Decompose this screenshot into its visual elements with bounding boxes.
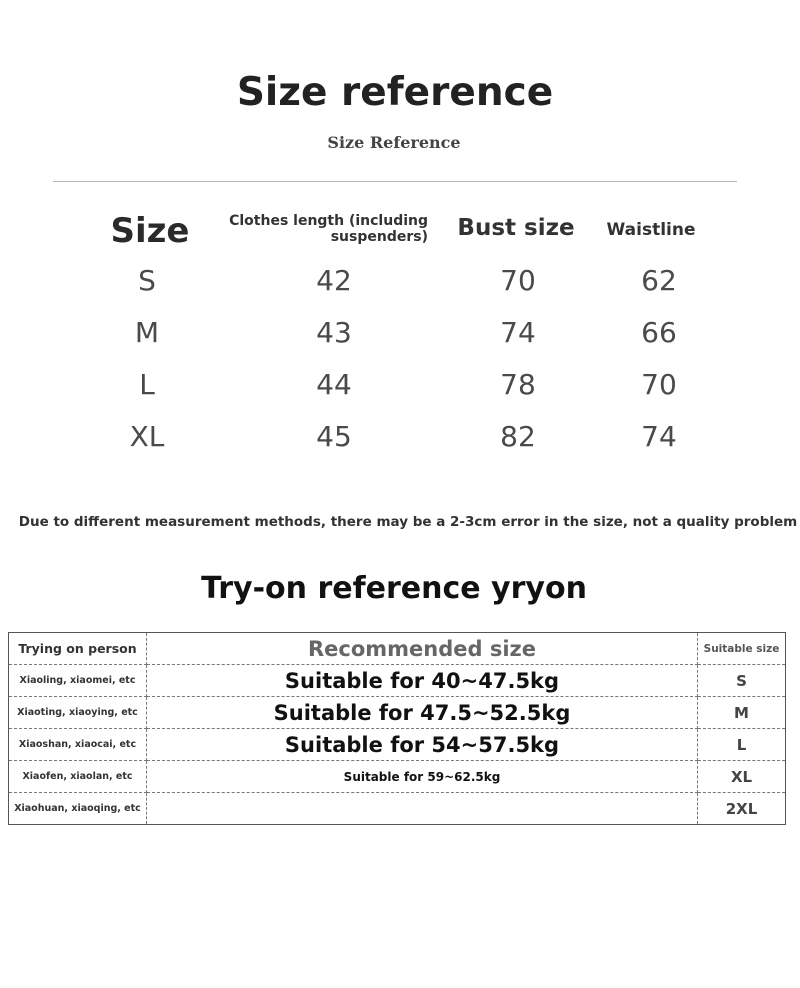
size-cell: L: [139, 368, 155, 401]
length-cell: 45: [316, 420, 352, 453]
size-row: [0, 264, 800, 304]
waist-cell: 66: [641, 316, 677, 349]
person-cell: Xiaoling, xiaomei, etc: [9, 665, 147, 697]
header-clothes-length: [228, 213, 428, 245]
suitable-size-cell: M: [698, 697, 786, 729]
measurement-note: Due to different measurement methods, there may be a 2-3cm error in the size, not a quality problem: [18, 514, 798, 530]
size-cell: M: [134, 316, 160, 349]
waist-cell: 74: [641, 420, 677, 453]
tryon-title: Try-on reference yryon: [201, 571, 587, 606]
bust-cell: 78: [500, 368, 536, 401]
header-trying-on-person: Trying on person: [9, 633, 147, 665]
waist-cell: 62: [641, 264, 677, 297]
person-cell: Xiaohuan, xiaoqing, etc: [9, 793, 147, 825]
size-cell: XL: [129, 420, 165, 453]
recommended-cell: [147, 793, 698, 825]
tryon-row: [9, 761, 786, 793]
suitable-size-cell: 2XL: [698, 793, 786, 825]
header-clothes-length-line1: Clothes length (including: [229, 213, 428, 229]
person-cell: Xiaoting, xiaoying, etc: [9, 697, 147, 729]
recommended-cell: Suitable for 59~62.5kg: [147, 761, 698, 793]
person-cell: Xiaofen, xiaolan, etc: [9, 761, 147, 793]
header-clothes-length-line2: suspenders): [330, 229, 428, 245]
page-title: Size reference: [236, 70, 554, 115]
tryon-row: [9, 729, 786, 761]
header-recommended-size: Recommended size: [147, 633, 698, 665]
tryon-row: [9, 793, 786, 825]
header-bust-size: Bust size: [457, 215, 575, 241]
tryon-row: [9, 665, 786, 697]
length-cell: 42: [316, 264, 352, 297]
bust-cell: 74: [500, 316, 536, 349]
length-cell: 43: [316, 316, 352, 349]
tryon-header-row: [9, 633, 786, 665]
recommended-cell: Suitable for 54~57.5kg: [147, 729, 698, 761]
suitable-size-cell: S: [698, 665, 786, 697]
size-row: [0, 316, 800, 356]
header-suitable-size: Suitable size: [698, 633, 786, 665]
divider: [53, 181, 737, 182]
waist-cell: 70: [641, 368, 677, 401]
size-cell: S: [138, 264, 156, 297]
person-cell: Xiaoshan, xiaocai, etc: [9, 729, 147, 761]
suitable-size-cell: XL: [698, 761, 786, 793]
bust-cell: 70: [500, 264, 536, 297]
length-cell: 44: [316, 368, 352, 401]
tryon-row: [9, 697, 786, 729]
size-row: [0, 420, 800, 460]
tryon-table: [8, 632, 786, 825]
size-row: [0, 368, 800, 408]
recommended-cell: Suitable for 40~47.5kg: [147, 665, 698, 697]
recommended-cell: Suitable for 47.5~52.5kg: [147, 697, 698, 729]
suitable-size-cell: L: [698, 729, 786, 761]
bust-cell: 82: [500, 420, 536, 453]
page-subtitle: Size Reference: [327, 133, 461, 152]
header-waistline: Waistline: [606, 220, 696, 240]
header-size: Size: [110, 211, 190, 251]
